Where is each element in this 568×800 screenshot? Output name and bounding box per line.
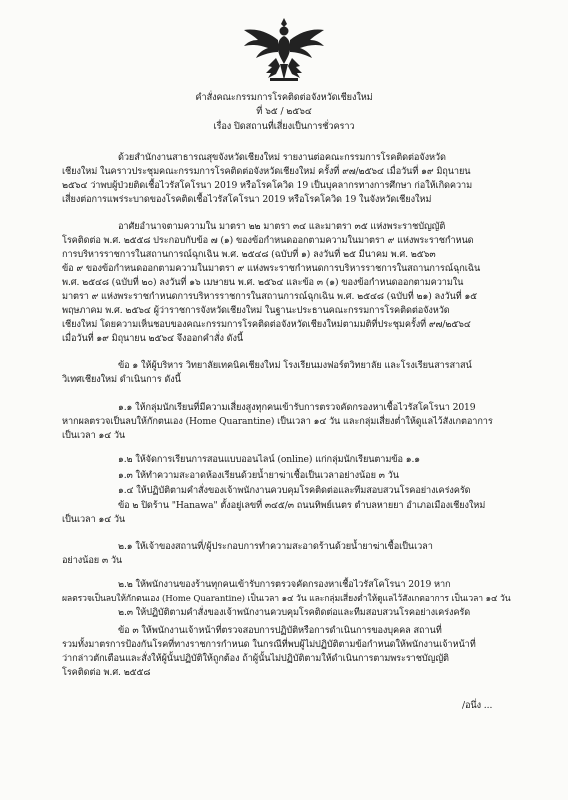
clause-3-line: โรคติดต่อ พ.ศ. ๒๕๕๘: [62, 667, 151, 678]
paragraph-2-line: พ.ศ. ๒๕๔๘ (ฉบับที่ ๒๐) ลงวันที่ ๑๖ เมษายน พ.ศ. ๒๕๖๔ และข้อ ๓ (๑) ของข้อกำหนดออกตามความใน: [62, 277, 464, 288]
paragraph-2-line: โรคติดต่อ พ.ศ. ๒๕๕๘ ประกอบกับข้อ ๗ (๑) ของข้อกำหนดออกตามความในมาตรา ๙ แห่งพระราชกำหนด: [62, 235, 474, 246]
clause-1-line: วิเทศเชียงใหม่ ดำเนินการ ดังนี้: [62, 374, 181, 385]
clause-1-2: ๑.๒ ให้จัดการเรียนการสอนแบบออนไลน์ (online) แก่กลุ่มนักเรียนตามข้อ ๑.๑: [118, 454, 421, 465]
clause-1-3: ๑.๓ ให้ทำความสะอาดห้องเรียนด้วยน้ำยาฆ่าเชื้อเป็นเวลาอย่างน้อย ๓ วัน: [118, 470, 399, 481]
clause-3-line: รวมทั้งมาตรการป้องกันโรคที่ทางราชการกำหนด ในกรณีที่พบผู้ไม่ปฏิบัติตามข้อกำหนดให้พนักงานเจ้าหน้าที่: [62, 639, 476, 650]
clause-2-3: ๒.๓ ให้ปฏิบัติตามคำสั่งของเจ้าพนักงานควบคุมโรคติดต่อและทีมสอบสวนโรคอย่างเคร่งครัด: [118, 607, 471, 618]
paragraph-2-line: เมื่อวันที่ ๑๙ มิถุนายน ๒๕๖๔ จึงออกคำสั่ง ดังนี้: [62, 333, 244, 344]
garuda-emblem-icon: [240, 14, 328, 86]
clause-1-1-line: หากผลตรวจเป็นลบให้กักตนเอง (Home Quarantine) เป็นเวลา ๑๔ วัน และกลุ่มเสี่ยงต่ำให้ดูแลไว้สังเกตอาการ: [62, 416, 493, 427]
order-number: ที่ ๖๕ / ๒๕๖๔: [256, 106, 312, 117]
paragraph-1-line: เชียงใหม่ ในคราวประชุมคณะกรรมการโรคติดต่อจังหวัดเชียงใหม่ ครั้งที่ ๙๗/๒๕๖๔ เมื่อวันที่ ๑๙ มิถุนายน: [62, 166, 471, 177]
paragraph-1-line: ๒๕๖๔ ว่าพบผู้ป่วยติดเชื้อไวรัสโคโรนา 2019 หรือโรคโควิด 19 เป็นบุคลากรทางการศึกษา ก่อให้เกิดความ: [62, 180, 473, 191]
paragraph-2-line: ข้อ ๙ ของข้อกำหนดออกตามความในมาตรา ๙ แห่งพระราชกำหนดการบริหารราชการในสถานการณ์ฉุกเฉิน: [62, 263, 481, 274]
clause-2-1-line: ๒.๑ ให้เจ้าของสถานที่/ผู้ประกอบการทำความสะอาดร้านด้วยน้ำยาฆ่าเชื้อเป็นเวลา: [118, 541, 433, 552]
clause-2-line: เป็นเวลา ๑๔ วัน: [62, 514, 126, 525]
clause-1-1-line: ๑.๑ ให้กลุ่มนักเรียนที่มีความเสี่ยงสูงทุกคนเข้ารับการตรวจคัดกรองหาเชื้อไวรัสโคโรนา 2019: [118, 402, 476, 413]
clause-2-1-line: อย่างน้อย ๓ วัน: [62, 555, 123, 566]
paragraph-2-line: เชียงใหม่ โดยความเห็นชอบของคณะกรรมการโรคติดต่อจังหวัดเชียงใหม่ตามมติที่ประชุมครั้งที่ ๙๗/๒๕๖๔: [62, 319, 471, 330]
paragraph-2-line: การบริหารราชการในสถานการณ์ฉุกเฉิน พ.ศ. ๒๕๔๘ (ฉบับที่ ๑) ลงวันที่ ๒๕ มีนาคม พ.ศ. ๒๕๖๓: [62, 249, 436, 260]
order-subject: เรื่อง ปิดสถานที่เสี่ยงเป็นการชั่วคราว: [213, 121, 355, 132]
paragraph-2-line: มาตรา ๙ แห่งพระราชกำหนดการบริหารราชการในสถานการณ์ฉุกเฉิน พ.ศ. ๒๕๔๘ (ฉบับที่ ๒๑) ลงวันที่ ๑๕: [62, 291, 478, 302]
paragraph-2-line: พฤษภาคม พ.ศ. ๒๕๖๔ ผู้ว่าราชการจังหวัดเชียงใหม่ ในฐานะประธานคณะกรรมการโรคติดต่อจังหวัด: [62, 305, 450, 316]
paragraph-2-line: อาศัยอำนาจตามความใน มาตรา ๒๒ มาตรา ๓๔ และมาตรา ๓๕ แห่งพระราชบัญญัติ: [118, 221, 446, 232]
clause-1-1-line: เป็นเวลา ๑๔ วัน: [62, 430, 126, 441]
clause-3-line: ว่ากล่าวตักเตือนและสั่งให้ผู้นั้นปฏิบัติให้ถูกต้อง ถ้าผู้นั้นไม่ปฏิบัติตามให้ดำเนินการตามพระราชบัญญัติ: [62, 653, 449, 664]
clause-2-2-line: ผลตรวจเป็นลบให้กักตนเอง (Home Quarantine) เป็นเวลา ๑๔ วัน และกลุ่มเสี่ยงต่ำให้ดูแลไว้สังเกตอาการ เป็นเวลา ๑๔ วัน: [62, 594, 511, 604]
order-title: คำสั่งคณะกรรมการโรคติดต่อจังหวัดเชียงใหม่: [195, 92, 373, 103]
clause-2-2-line: ๒.๒ ให้พนักงานของร้านทุกคนเข้ารับการตรวจคัดกรองหาเชื้อไวรัสโคโรนา 2019 หาก: [118, 579, 451, 590]
clause-2-line: ข้อ ๒ ปิดร้าน "Hanawa" ตั้งอยู่เลขที่ ๓๔๕/๓ ถนนทิพย์เนตร ตำบลหายยา อำเภอเมืองเชียงใหม่: [118, 500, 486, 511]
continued-marker: /อนึ่ง ...: [462, 700, 493, 711]
clause-1-4: ๑.๔ ให้ปฏิบัติตามคำสั่งของเจ้าพนักงานควบคุมโรคติดต่อและทีมสอบสวนโรคอย่างเคร่งครัด: [118, 485, 471, 496]
clause-1-line: ข้อ ๑ ให้ผู้บริหาร วิทยาลัยเทคนิคเชียงใหม่ โรงเรียนมงฟอร์ตวิทยาลัย และโรงเรียนสารสาสน์: [118, 360, 472, 371]
paragraph-1-line: ด้วยสำนักงานสาธารณสุขจังหวัดเชียงใหม่ รายงานต่อคณะกรรมการโรคติดต่อจังหวัด: [118, 152, 446, 163]
paragraph-1-line: เสี่ยงต่อการแพร่ระบาดของโรคติดเชื้อไวรัสโคโรนา 2019 หรือโรคโควิด 19 ในจังหวัดเชียงใหม่: [62, 194, 432, 205]
clause-3-line: ข้อ ๓ ให้พนักงานเจ้าหน้าที่ตรวจสอบการปฏิบัติหรือการดำเนินการของบุคคล สถานที่: [118, 625, 442, 636]
